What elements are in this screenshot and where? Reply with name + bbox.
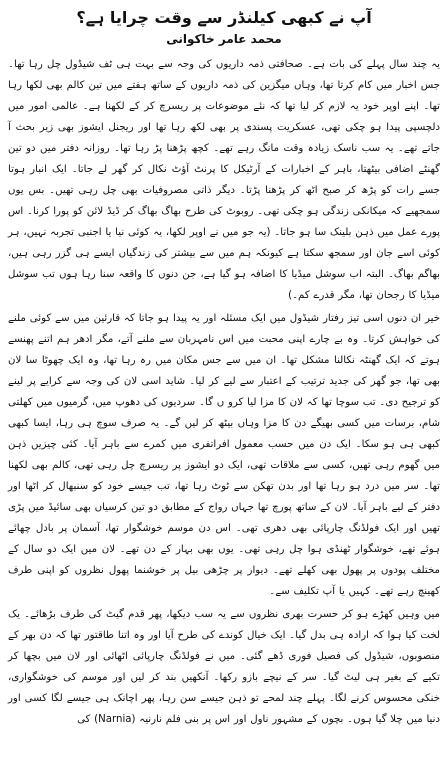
article-body (8, 54, 440, 730)
article-paragraph: خیر ان دنوں اسی تیز رفتار شیڈول میں ایک مسئلہ اور یہ پیدا ہو جاتا کہ قارئین میں سے کوئی ملنے کی خواہش کرتا۔ وہ بے چارے اپنی محبت میں اس نامہربان سے ملنے آتے، مگر ادھر ہم اتنے پھنسے ہوتے کہ ایک گھنٹہ نکالنا مشکل تھا۔ ان میں سے جس مکان میں رہ رہا تھا، وہ ایک چھوٹا سا لان بھی تھا، جو گھر کی جدید ترتیب کے اعتبار سے لیے کر لیا۔ شاید اسی لان کی وجہ سے کرایے پر لینے کو ترجیح دی۔ تب سوچا تھا کہ لان کا مزا لیا کرو ں گا۔ سردیوں کی دھوپ میں، گرمیوں میں کھلتی شام، برسات میں کسی بھیگے دن کا مزا وہاں بیٹھ کر لیں گے۔ یہ صرف سوچ ہی رہا، ایسا کبھی کبھی ہی ہو سکا۔ ایک دن میں حسب معمول افراتفری میں کمرے سے باہر آیا۔ کئی چیزیں ذہن میں گھوم رہی تھیں، کسی سے ملاقات تھی، ایک دو ایشوز پر ریسرچ چل رہی تھی، کالم بھی لکھنا تھا۔ سر میں درد ہو رہا تھا اور بدن تھکن سے ٹوٹ رہا تھا، تب جیسے خود کو سنبھال کر اٹھا اور دفتر کے لیے باہر آیا۔ لان کے ساتھ پورچ تھا جہاں رواج کے مطابق دو تین کرسیاں بھی سائیڈ میں پڑی تھیں اور ایک فولڈنگ چارپائی بھی دھری تھی۔ اس دن موسم خوشگوار تھا، آسمان پر بادل چھائے ہوئے تھے، خوشگوار ٹھنڈی ہوا چل رہی تھی۔ یوں بھی بہار کے دن تھے۔ لان میں ایک دو سال کے مختلف پودوں پر پھول بھی کھلے تھے۔ دیوار پر چڑھی بیل پر خوشنما پھول نظروں کو اپنی طرف کھینچ رہے تھے۔ کہیں یا آپ تکلیف سے۔ (8, 313, 440, 597)
article-paragraph: میں وہیں کھڑے ہو کر حسرت بھری نظروں سے یہ سب دیکھا، پھر قدم گیٹ کی طرف بڑھائے۔ یک لخت کیا ہوا کہ ارادہ ہی بدل گیا۔ ایک خیال کوندے کی طرح آیا اور وہ اتنا طاقتور تھا کہ دن بھر کے منصوبوں، شیڈول کی فصیل فوری ڈھے گئی۔ میں نے فولڈنگ چارپائی اٹھائی اور لان میں بچھا کر تکیے کے بغیر ہی لیٹ گیا۔ سر کے نیچے بازو رکھا۔ آنکھیں بند کر لیں اور موسم کی خوشگواری، خنکی محسوس کرنے لگا۔ پہلے چند لمحے تو ذہن جیسے سن رہا، پھر اچانک ہی جیسے لگا کسی اور دنیا میں چلا گیا ہوں۔ بچوں کے مشہور ناول اور اس پر بنی فلم نارنیہ (Narnia) کی (8, 609, 440, 725)
article-title: آپ نے کبھی کیلنڈر سے وقت چرایا ہے؟ (76, 8, 372, 27)
article-author: محمد عامر خاکوانی (166, 32, 282, 46)
article-paragraph: یہ چند سال پہلے کی بات ہے۔ صحافتی ذمہ داریوں کی وجہ سے بہت ہی ٹف شیڈول چل رہا تھا۔ جس اخبار میں کام کرتا تھا، وہاں میگزین کی ذمہ داریوں کے ساتھ ہفتے میں تین کالم بھی لکھا رہا تھا۔ اپنے اوپر خود یہ لازم کر لیا تھا کہ نئے موضوعات پر ریسرچ کر کے لکھنا ہے۔ عالمی امور میں دلچسپی پیدا ہو چکی تھی، عسکریت پسندی پر بھی لکھ رہا تھا اور ریجنل ایشوز بھی زیر بحث آ جاتے تھے۔ یہ سب ناسک زیادہ وقت مانگ رہے تھے۔ کچھ پڑھنا پڑ رہا تھا۔ روزانہ دفتر میں دو تین گھنٹے اضافی بیٹھتا، باہر کے اخبارات کے آرٹیکل کا پرنٹ آؤٹ نکال کر گھر لے جاتا۔ ایک انبار ہوتا جسے رات کو پڑھ کر صبح اٹھ کر پڑھنا پڑتا۔ دیگر ذاتی مصروفیات بھی چل رہی تھیں۔ بس یوں سمجھیے کہ میکانکی زندگی ہو چکی تھی۔ روبوٹ کی طرح بھاگ بھاگ کر ڈیڈ لائن کو پورا کرنا۔ اس پورے عمل میں ذہن بلینک سا ہو جاتا۔ (یہ جو میں نے اوپر لکھا، یہ کوئی نیا یا اجنبی تجربہ نہیں، ہر کوئی اسے جان اور سمجھ سکتا ہے کیونکہ ہم میں سے بیشتر کی زندگیاں ایسے ہی گزر رہی ہیں، بھاگم بھاگ۔ البتہ اب سوشل میڈیا کا اضافہ ہو گیا ہے، جن دنوں کا واقعہ سنا رہا ہوں تب سوشل میڈیا کا رجحان تھا، مگر قدرے کم۔) (8, 59, 440, 301)
